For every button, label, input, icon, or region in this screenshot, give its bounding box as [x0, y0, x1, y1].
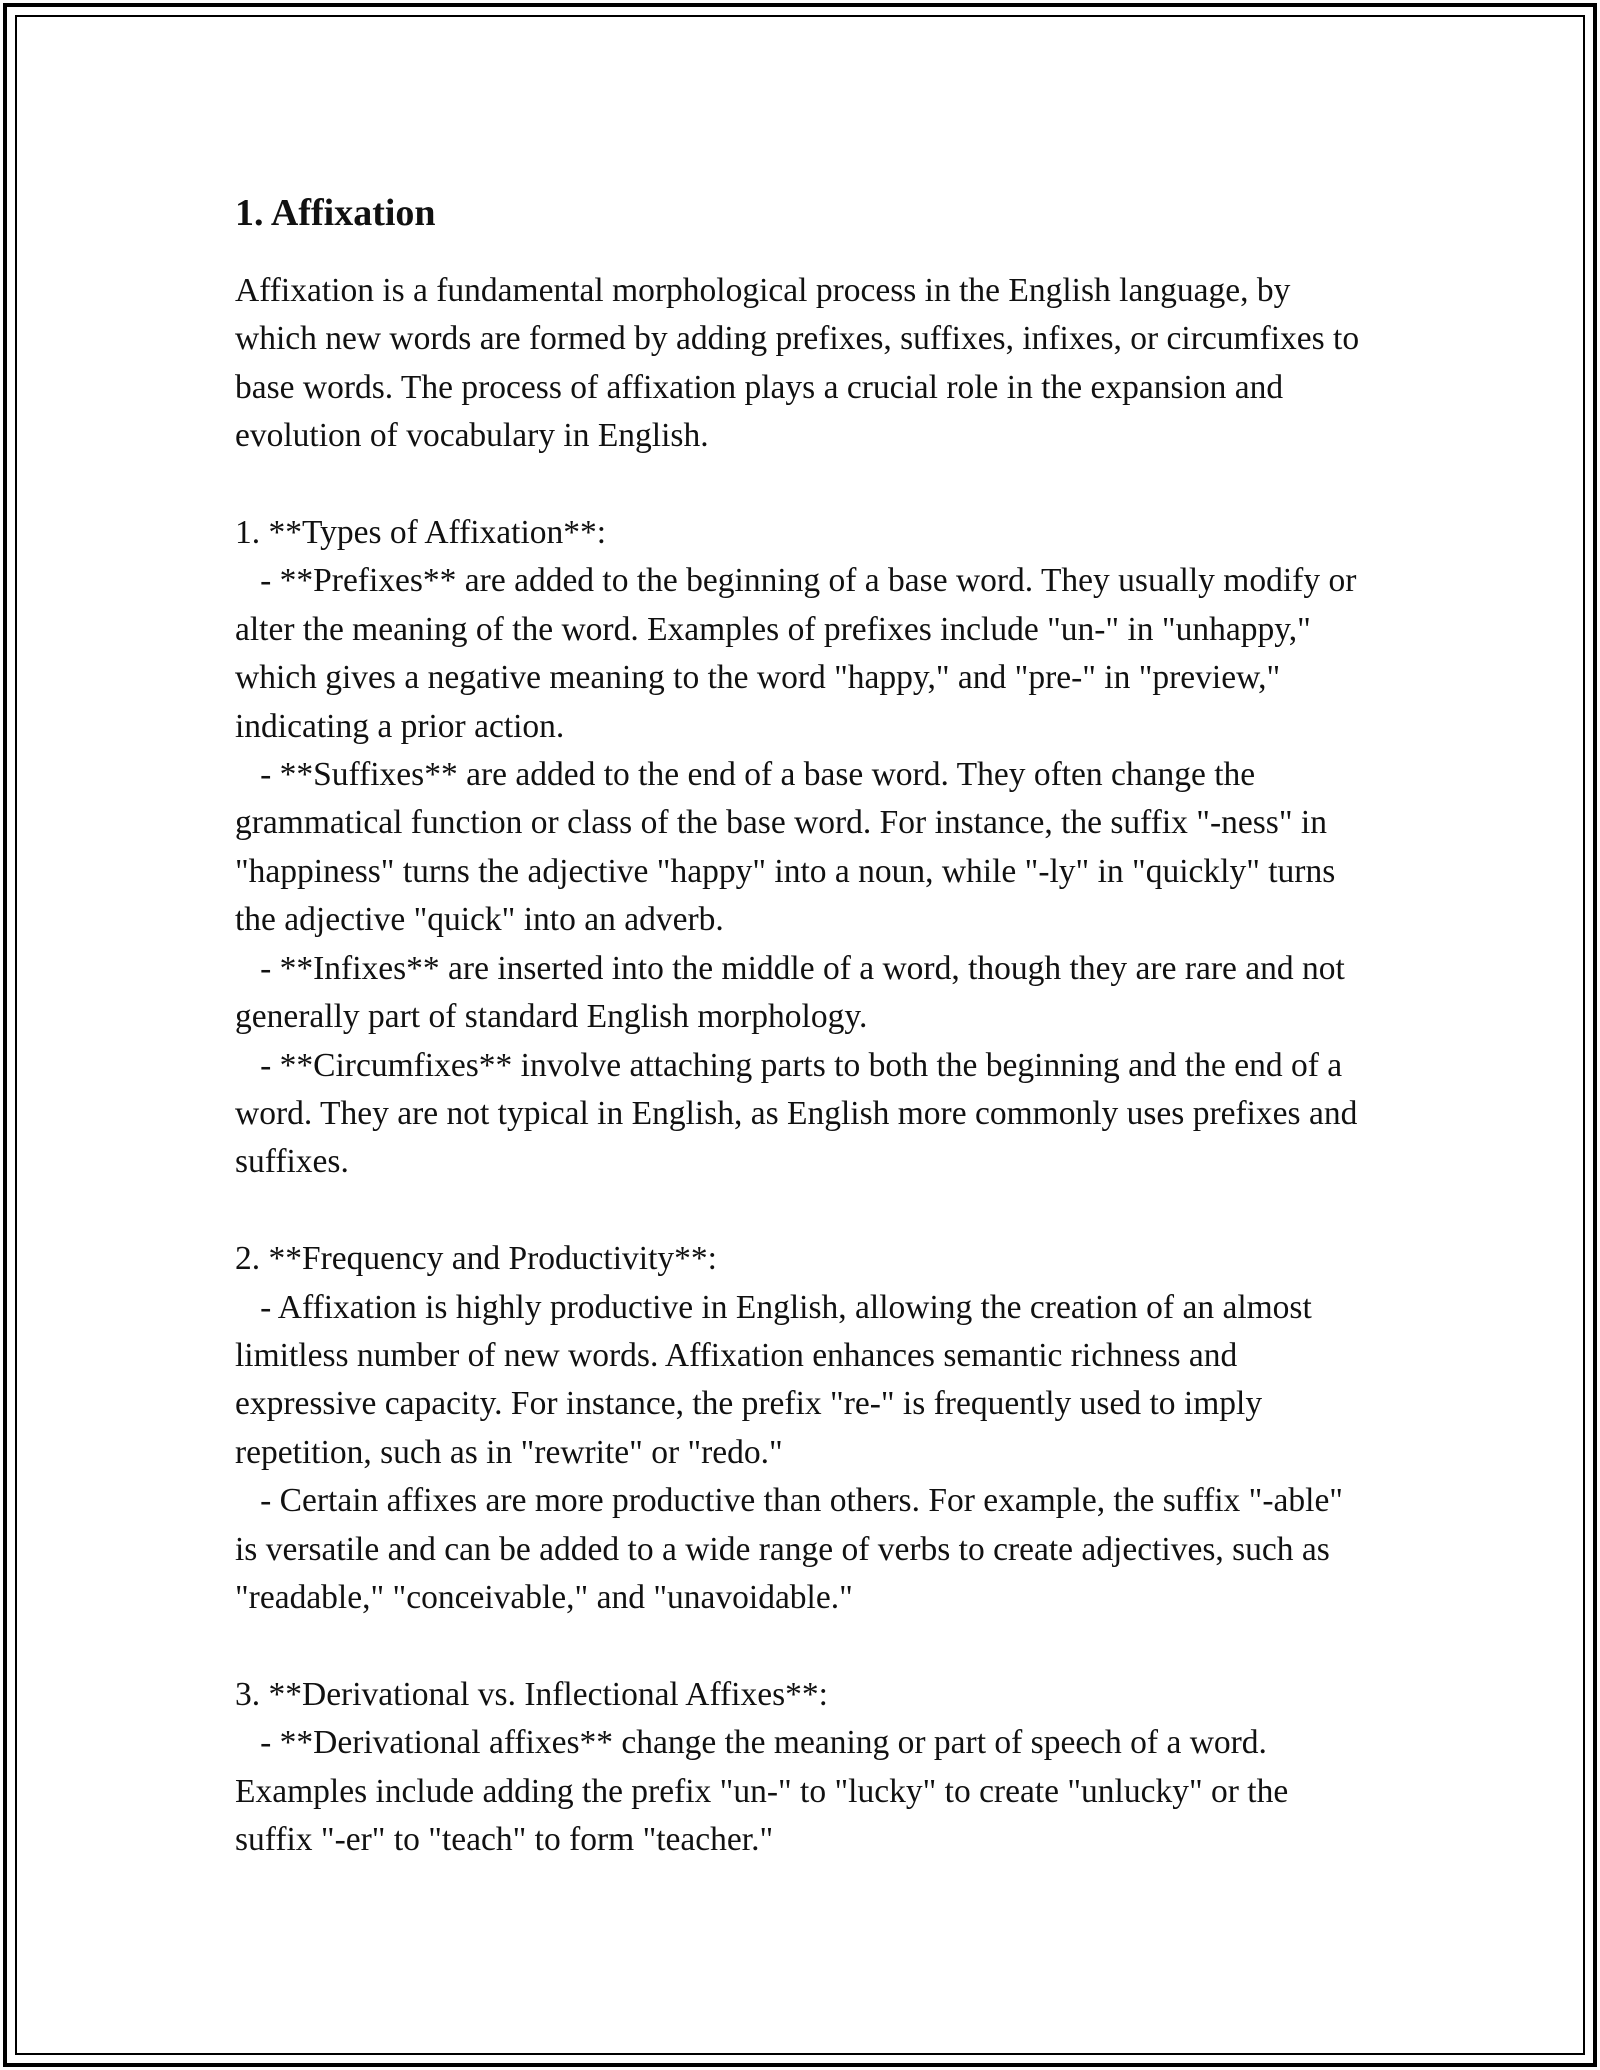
document-page [235, 185, 1370, 1864]
body-text: Affixation is a fundamental morphological process in the English language, by which new words are formed by adding prefixes, suffixes, infixes, or circumfixes to base words. The process of affixation plays a crucial role in the expansion and evolution of vocabulary in English. 1. **Types of Affixation**: - **Prefixes** are added to the beginning of a base word. They usually modify or alter the meaning of the word. Examples of prefixes include "un-" in "unhappy," which gives a negative meaning to the word "happy," and "pre-" in "preview," indicating a prior action. - **Suffixes** are added to the end of a base word. They often change the grammatical function or class of the base word. For instance, the suffix "-ness" in "happiness" turns the adjective "happy" into a noun, while "-ly" in "quickly" turns the adjective "quick" into an adverb. - **Infixes** are inserted into the middle of a word, though they are rare and not generally part of standard English morphology. - **Circumfixes** involve attaching parts to both the beginning and the end of a word. They are not typical in English, as English more commonly uses prefixes and suffixes. 2. **Frequency and Productivity**: - Affixation is highly productive in English, allowing the creation of an almost limitless number of new words. Affixation enhances semantic richness and expressive capacity. For instance, the prefix "re-" is frequently used to imply repetition, such as in "rewrite" or "redo." - Certain affixes are more productive than others. For example, the suffix "-able" is versatile and can be added to a wide range of verbs to create adjectives, such as "readable," "conceivable," and "unavoidable." 3. **Derivational vs. Inflectional Affixes**: - **Derivational affixes** change the meaning or part of speech of a word. Examples include adding the prefix "un-" to "lucky" to create "unlucky" or the suffix "-er" to "teach" to form "teacher." [235, 272, 1360, 1858]
section-heading: 1. Affixation [235, 192, 436, 234]
